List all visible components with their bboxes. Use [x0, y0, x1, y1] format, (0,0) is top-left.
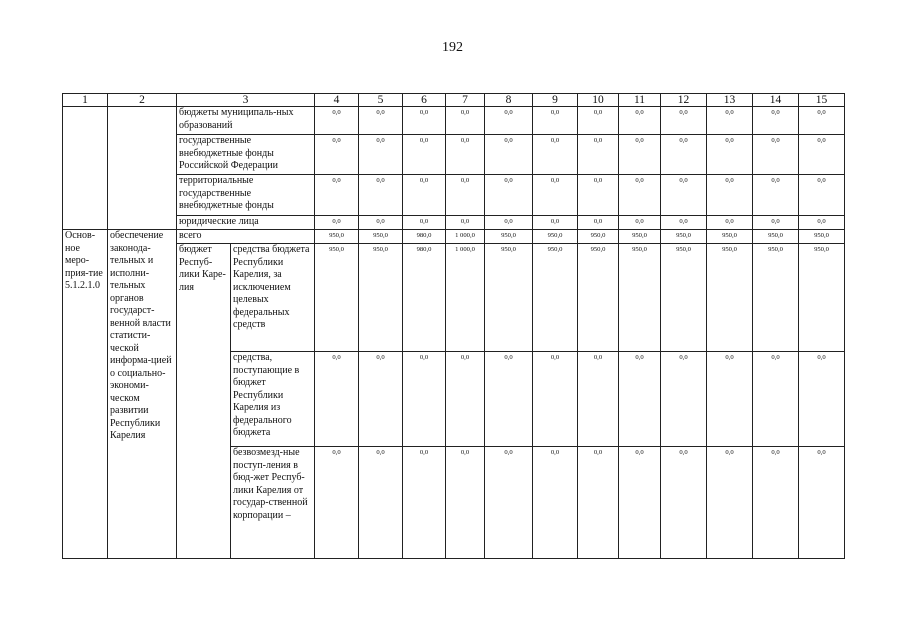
value-cell: 0,0: [446, 216, 485, 230]
value-cell: 980,0: [403, 230, 446, 244]
value-cell: 0,0: [707, 447, 753, 559]
value-cell: 0,0: [315, 135, 359, 175]
header-cell: 5: [359, 94, 403, 107]
table-row: [63, 230, 845, 244]
header-cell: 9: [533, 94, 578, 107]
value-cell: 950,0: [359, 230, 403, 244]
value-cell: 0,0: [403, 135, 446, 175]
value-cell: 0,0: [707, 135, 753, 175]
value-cell: 0,0: [753, 175, 799, 216]
value-cell: 0,0: [619, 352, 661, 447]
value-cell: 1 000,0: [446, 244, 485, 352]
value-cell: 0,0: [446, 352, 485, 447]
table-row: [63, 175, 845, 216]
value-cell: 950,0: [799, 244, 845, 352]
value-cell: 950,0: [485, 244, 533, 352]
value-cell: 0,0: [533, 216, 578, 230]
value-cell: 0,0: [661, 447, 707, 559]
value-cell: 0,0: [403, 175, 446, 216]
source-label: государственные внебюджетные фонды Российской Федерации: [177, 135, 315, 175]
empty-cell: [108, 107, 177, 230]
value-cell: 0,0: [359, 175, 403, 216]
value-cell: 0,0: [533, 175, 578, 216]
source-label: средства, поступающие в бюджет Республики Карелия из федерального бюджета: [231, 352, 315, 447]
header-cell: 13: [707, 94, 753, 107]
header-cell: 2: [108, 94, 177, 107]
empty-cell: [63, 107, 108, 230]
value-cell: 950,0: [707, 230, 753, 244]
value-cell: 0,0: [359, 447, 403, 559]
table-row: [63, 107, 845, 135]
value-cell: 0,0: [578, 352, 619, 447]
value-cell: 0,0: [661, 135, 707, 175]
value-cell: 0,0: [799, 107, 845, 135]
value-cell: 0,0: [359, 216, 403, 230]
table-row: [63, 244, 845, 352]
activity-name: обеспечение законода-тельных и исполни-тельных органов государст-венной власти статисти-ческой информа-цией о социально-экономи-ческом развитии Республики Карелия: [108, 230, 177, 559]
value-cell: 0,0: [661, 352, 707, 447]
value-cell: 0,0: [359, 352, 403, 447]
value-cell: 1 000,0: [446, 230, 485, 244]
value-cell: 0,0: [578, 216, 619, 230]
header-cell: 7: [446, 94, 485, 107]
header-cell: 3: [177, 94, 315, 107]
value-cell: 0,0: [619, 216, 661, 230]
value-cell: 0,0: [619, 107, 661, 135]
value-cell: 0,0: [578, 135, 619, 175]
header-cell: 6: [403, 94, 446, 107]
value-cell: 950,0: [799, 230, 845, 244]
value-cell: 950,0: [533, 244, 578, 352]
value-cell: 0,0: [753, 352, 799, 447]
value-cell: 0,0: [707, 107, 753, 135]
source-label: бюджеты муниципаль-ных образований: [177, 107, 315, 135]
header-cell: 10: [578, 94, 619, 107]
value-cell: 0,0: [485, 175, 533, 216]
header-cell: 15: [799, 94, 845, 107]
header-row: [63, 94, 845, 107]
value-cell: 950,0: [485, 230, 533, 244]
page-number: 192: [442, 40, 463, 55]
value-cell: 0,0: [707, 175, 753, 216]
value-cell: 950,0: [753, 244, 799, 352]
value-cell: 0,0: [578, 447, 619, 559]
value-cell: 0,0: [446, 135, 485, 175]
value-cell: 0,0: [315, 216, 359, 230]
value-cell: 0,0: [315, 107, 359, 135]
value-cell: 0,0: [485, 447, 533, 559]
value-cell: 0,0: [661, 216, 707, 230]
value-cell: 0,0: [707, 352, 753, 447]
value-cell: 950,0: [619, 244, 661, 352]
header-cell: 4: [315, 94, 359, 107]
value-cell: 0,0: [485, 216, 533, 230]
value-cell: 0,0: [533, 352, 578, 447]
header-cell: 1: [63, 94, 108, 107]
header-cell: 14: [753, 94, 799, 107]
value-cell: 0,0: [533, 135, 578, 175]
value-cell: 950,0: [661, 230, 707, 244]
value-cell: 0,0: [359, 135, 403, 175]
value-cell: 0,0: [485, 107, 533, 135]
source-label: средства бюджета Республики Карелия, за исключением целевых федеральных средств: [231, 244, 315, 352]
value-cell: 0,0: [315, 175, 359, 216]
value-cell: 0,0: [359, 107, 403, 135]
value-cell: 0,0: [619, 135, 661, 175]
value-cell: 0,0: [799, 216, 845, 230]
header-cell: 12: [661, 94, 707, 107]
value-cell: 0,0: [403, 447, 446, 559]
value-cell: 0,0: [578, 107, 619, 135]
value-cell: 0,0: [753, 447, 799, 559]
header-cell: 8: [485, 94, 533, 107]
value-cell: 0,0: [799, 135, 845, 175]
table-row: [63, 216, 845, 230]
value-cell: 950,0: [533, 230, 578, 244]
header-cell: 11: [619, 94, 661, 107]
value-cell: 0,0: [533, 107, 578, 135]
value-cell: 0,0: [446, 175, 485, 216]
source-label: юридические лица: [177, 216, 315, 230]
value-cell: 950,0: [578, 230, 619, 244]
value-cell: 0,0: [619, 175, 661, 216]
value-cell: 0,0: [753, 135, 799, 175]
activity-status: Основ-ное меро-прия-тие 5.1.2.1.0: [63, 230, 108, 559]
value-cell: 980,0: [403, 244, 446, 352]
value-cell: 0,0: [446, 107, 485, 135]
value-cell: 0,0: [315, 352, 359, 447]
source-label: безвозмезд-ные поступ-ления в бюд-жет Респуб-лики Карелия от государ-ственной корпорации –: [231, 447, 315, 559]
value-cell: 0,0: [403, 352, 446, 447]
value-cell: 950,0: [661, 244, 707, 352]
value-cell: 950,0: [707, 244, 753, 352]
value-cell: 0,0: [661, 107, 707, 135]
value-cell: 950,0: [619, 230, 661, 244]
source-label: территориальные государственные внебюджетные фонды: [177, 175, 315, 216]
value-cell: 0,0: [403, 107, 446, 135]
total-label: всего: [177, 230, 315, 244]
value-cell: 950,0: [578, 244, 619, 352]
value-cell: 0,0: [753, 107, 799, 135]
value-cell: 950,0: [315, 230, 359, 244]
value-cell: 0,0: [619, 447, 661, 559]
value-cell: 950,0: [753, 230, 799, 244]
value-cell: 0,0: [485, 135, 533, 175]
value-cell: 0,0: [753, 216, 799, 230]
value-cell: 0,0: [315, 447, 359, 559]
value-cell: 0,0: [533, 447, 578, 559]
value-cell: 0,0: [446, 447, 485, 559]
value-cell: 0,0: [403, 216, 446, 230]
value-cell: 0,0: [707, 216, 753, 230]
value-cell: 950,0: [359, 244, 403, 352]
budget-label: бюджет Респуб-лики Каре-лия: [177, 244, 231, 559]
budget-table: [62, 93, 845, 559]
value-cell: 0,0: [661, 175, 707, 216]
value-cell: 0,0: [485, 352, 533, 447]
table-row: [63, 135, 845, 175]
value-cell: 0,0: [578, 175, 619, 216]
value-cell: 0,0: [799, 175, 845, 216]
value-cell: 0,0: [799, 447, 845, 559]
value-cell: 0,0: [799, 352, 845, 447]
value-cell: 950,0: [315, 244, 359, 352]
